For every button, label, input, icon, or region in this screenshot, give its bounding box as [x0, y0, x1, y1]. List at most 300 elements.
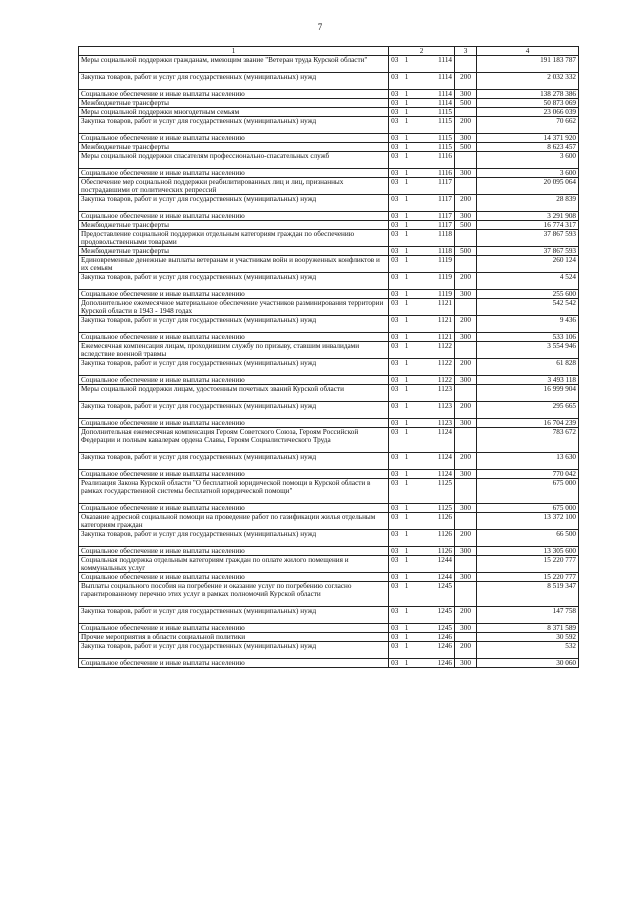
subsection-code: 1: [401, 556, 413, 573]
expense-type-code: 500: [455, 143, 477, 152]
row-name: Межбюджетные трансферты: [79, 247, 389, 256]
amount: 66 500: [477, 530, 579, 547]
article-code: 1117: [413, 212, 455, 221]
row-name: Закупка товаров, работ и услуг для государственных (муниципальных) нужд: [79, 402, 389, 419]
table-row: [79, 143, 579, 152]
section-code: 03: [389, 56, 401, 73]
table-row: [79, 513, 579, 530]
article-code: 1116: [413, 169, 455, 178]
amount: 770 042: [477, 470, 579, 479]
expense-type-code: 200: [455, 316, 477, 333]
section-code: 03: [389, 359, 401, 376]
row-name: Прочие мероприятия в области социальной политики: [79, 633, 389, 642]
row-name: Закупка товаров, работ и услуг для государственных (муниципальных) нужд: [79, 530, 389, 547]
subsection-code: 1: [401, 479, 413, 504]
expense-type-code: [455, 556, 477, 573]
section-code: 03: [389, 134, 401, 143]
amount: 15 220 777: [477, 573, 579, 582]
expense-type-code: 200: [455, 642, 477, 659]
amount: 147 758: [477, 607, 579, 624]
table-row: [79, 316, 579, 333]
article-code: 1244: [413, 556, 455, 573]
article-code: 1123: [413, 419, 455, 428]
expense-type-code: 300: [455, 573, 477, 582]
table-row: [79, 342, 579, 359]
expense-type-code: [455, 479, 477, 504]
table-row: [79, 299, 579, 316]
row-name: Межбюджетные трансферты: [79, 221, 389, 230]
subsection-code: 1: [401, 178, 413, 195]
article-code: 1114: [413, 73, 455, 90]
article-code: 1114: [413, 56, 455, 73]
subsection-code: 1: [401, 359, 413, 376]
section-code: 03: [389, 428, 401, 453]
subsection-code: 1: [401, 247, 413, 256]
amount: 3 600: [477, 169, 579, 178]
subsection-code: 1: [401, 56, 413, 73]
section-code: 03: [389, 479, 401, 504]
section-code: 03: [389, 299, 401, 316]
amount: 14 371 920: [477, 134, 579, 143]
subsection-code: 1: [401, 402, 413, 419]
table-row: [79, 221, 579, 230]
expense-type-code: 200: [455, 402, 477, 419]
table-row: [79, 90, 579, 99]
row-name: Социальное обеспечение и иные выплаты населению: [79, 90, 389, 99]
table-row: [79, 195, 579, 212]
subsection-code: 1: [401, 419, 413, 428]
table-row: [79, 108, 579, 117]
section-code: 03: [389, 402, 401, 419]
subsection-code: 1: [401, 256, 413, 273]
table-row: [79, 273, 579, 290]
amount: 8 623 457: [477, 143, 579, 152]
article-code: 1245: [413, 607, 455, 624]
row-name: Выплаты социального пособия на погребение и оказание услуг по погребению согласно гарантированному перечню этих услуг в рамках полномочий Курской области: [79, 582, 389, 607]
table-row: [79, 530, 579, 547]
subsection-code: 1: [401, 299, 413, 316]
amount: 255 600: [477, 290, 579, 299]
amount: 260 124: [477, 256, 579, 273]
article-code: 1117: [413, 221, 455, 230]
amount: 16 774 317: [477, 221, 579, 230]
article-code: 1125: [413, 479, 455, 504]
expense-type-code: 500: [455, 99, 477, 108]
table-row: [79, 633, 579, 642]
table-row: [79, 479, 579, 504]
expense-type-code: 200: [455, 195, 477, 212]
row-name: Социальное обеспечение и иные выплаты населению: [79, 169, 389, 178]
table-row: [79, 428, 579, 453]
row-name: Закупка товаров, работ и услуг для государственных (муниципальных) нужд: [79, 117, 389, 134]
section-code: 03: [389, 419, 401, 428]
expense-type-code: 500: [455, 247, 477, 256]
row-name: Закупка товаров, работ и услуг для государственных (муниципальных) нужд: [79, 642, 389, 659]
subsection-code: 1: [401, 453, 413, 470]
article-code: 1119: [413, 290, 455, 299]
section-code: 03: [389, 247, 401, 256]
section-code: 03: [389, 624, 401, 633]
section-code: 03: [389, 152, 401, 169]
subsection-code: 1: [401, 290, 413, 299]
expense-type-code: 300: [455, 169, 477, 178]
subsection-code: 1: [401, 195, 413, 212]
section-code: 03: [389, 90, 401, 99]
table-row: [79, 230, 579, 247]
subsection-code: 1: [401, 90, 413, 99]
article-code: 1124: [413, 470, 455, 479]
article-code: 1126: [413, 513, 455, 530]
row-name: Ежемесячная компенсация лицам, проходившим службу по призыву, ставшим инвалидами вследствие военной травмы: [79, 342, 389, 359]
section-code: 03: [389, 230, 401, 247]
header-col-4: 4: [477, 47, 579, 56]
row-name: Закупка товаров, работ и услуг для государственных (муниципальных) нужд: [79, 359, 389, 376]
subsection-code: 1: [401, 470, 413, 479]
article-code: 1125: [413, 504, 455, 513]
row-name: Социальное обеспечение и иные выплаты населению: [79, 659, 389, 668]
expense-type-code: [455, 299, 477, 316]
expense-type-code: 300: [455, 90, 477, 99]
table-row: [79, 73, 579, 90]
table-row: [79, 256, 579, 273]
row-name: Закупка товаров, работ и услуг для государственных (муниципальных) нужд: [79, 453, 389, 470]
row-name: Социальное обеспечение и иные выплаты населению: [79, 419, 389, 428]
subsection-code: 1: [401, 642, 413, 659]
article-code: 1114: [413, 90, 455, 99]
article-code: 1122: [413, 376, 455, 385]
expense-type-code: 300: [455, 624, 477, 633]
amount: 13 305 600: [477, 547, 579, 556]
article-code: 1119: [413, 273, 455, 290]
section-code: 03: [389, 556, 401, 573]
amount: 532: [477, 642, 579, 659]
header-col-1: 1: [79, 47, 389, 56]
section-code: 03: [389, 659, 401, 668]
section-code: 03: [389, 504, 401, 513]
article-code: 1115: [413, 108, 455, 117]
header-row: [79, 47, 579, 56]
row-name: Межбюджетные трансферты: [79, 143, 389, 152]
subsection-code: 1: [401, 169, 413, 178]
subsection-code: 1: [401, 376, 413, 385]
row-name: Меры социальной поддержки многодетным семьям: [79, 108, 389, 117]
row-name: Социальное обеспечение и иные выплаты населению: [79, 376, 389, 385]
amount: 9 436: [477, 316, 579, 333]
article-code: 1246: [413, 642, 455, 659]
subsection-code: 1: [401, 530, 413, 547]
article-code: 1115: [413, 143, 455, 152]
table-row: [79, 376, 579, 385]
article-code: 1122: [413, 359, 455, 376]
section-code: 03: [389, 99, 401, 108]
amount: 3 493 118: [477, 376, 579, 385]
amount: 13 372 100: [477, 513, 579, 530]
expense-type-code: [455, 256, 477, 273]
section-code: 03: [389, 530, 401, 547]
article-code: 1124: [413, 428, 455, 453]
expense-type-code: 200: [455, 117, 477, 134]
section-code: 03: [389, 342, 401, 359]
amount: 138 278 386: [477, 90, 579, 99]
section-code: 03: [389, 143, 401, 152]
amount: 8 519 347: [477, 582, 579, 607]
subsection-code: 1: [401, 117, 413, 134]
amount: 783 672: [477, 428, 579, 453]
row-name: Дополнительная ежемесячная компенсация Героям Советского Союза, Героям Российской Федерации и полным кавалерам ордена Славы, Героям Социалистического Труда: [79, 428, 389, 453]
article-code: 1114: [413, 99, 455, 108]
amount: 13 630: [477, 453, 579, 470]
table-row: [79, 290, 579, 299]
row-name: Социальное обеспечение и иные выплаты населению: [79, 470, 389, 479]
section-code: 03: [389, 117, 401, 134]
subsection-code: 1: [401, 633, 413, 642]
section-code: 03: [389, 633, 401, 642]
table-row: [79, 573, 579, 582]
expense-type-code: [455, 428, 477, 453]
subsection-code: 1: [401, 143, 413, 152]
subsection-code: 1: [401, 108, 413, 117]
amount: 2 032 332: [477, 73, 579, 90]
amount: 16 704 239: [477, 419, 579, 428]
subsection-code: 1: [401, 504, 413, 513]
row-name: Социальное обеспечение и иные выплаты населению: [79, 134, 389, 143]
amount: 30 060: [477, 659, 579, 668]
amount: 30 592: [477, 633, 579, 642]
table-row: [79, 419, 579, 428]
amount: 16 999 904: [477, 385, 579, 402]
table-row: [79, 402, 579, 419]
section-code: 03: [389, 212, 401, 221]
subsection-code: 1: [401, 385, 413, 402]
article-code: 1121: [413, 333, 455, 342]
table-row: [79, 56, 579, 73]
amount: 37 867 593: [477, 230, 579, 247]
section-code: 03: [389, 273, 401, 290]
row-name: Закупка товаров, работ и услуг для государственных (муниципальных) нужд: [79, 195, 389, 212]
section-code: 03: [389, 316, 401, 333]
article-code: 1244: [413, 573, 455, 582]
row-name: Реализация Закона Курской области "О бесплатной юридической помощи в Курской области в рамках государственной системы бесплатной юридической помощи": [79, 479, 389, 504]
section-code: 03: [389, 573, 401, 582]
section-code: 03: [389, 607, 401, 624]
row-name: Закупка товаров, работ и услуг для государственных (муниципальных) нужд: [79, 316, 389, 333]
amount: 533 106: [477, 333, 579, 342]
page-number: 7: [317, 22, 323, 32]
subsection-code: 1: [401, 134, 413, 143]
article-code: 1115: [413, 134, 455, 143]
table-row: [79, 247, 579, 256]
subsection-code: 1: [401, 582, 413, 607]
row-name: Социальное обеспечение и иные выплаты населению: [79, 290, 389, 299]
expense-type-code: 300: [455, 376, 477, 385]
article-code: 1116: [413, 152, 455, 169]
expense-type-code: 300: [455, 333, 477, 342]
amount: 3 291 908: [477, 212, 579, 221]
article-code: 1115: [413, 117, 455, 134]
section-code: 03: [389, 582, 401, 607]
section-code: 03: [389, 169, 401, 178]
table-row: [79, 582, 579, 607]
row-name: Межбюджетные трансферты: [79, 99, 389, 108]
expense-type-code: [455, 342, 477, 359]
expense-type-code: [455, 152, 477, 169]
expense-type-code: 300: [455, 659, 477, 668]
section-code: 03: [389, 547, 401, 556]
amount: 23 066 039: [477, 108, 579, 117]
row-name: Социальное обеспечение и иные выплаты населению: [79, 333, 389, 342]
article-code: 1126: [413, 547, 455, 556]
expense-type-code: 200: [455, 359, 477, 376]
article-code: 1117: [413, 195, 455, 212]
row-name: Социальная поддержка отдельным категориям граждан по оплате жилого помещения и коммунальных услуг: [79, 556, 389, 573]
amount: 295 665: [477, 402, 579, 419]
expense-type-code: 500: [455, 221, 477, 230]
budget-table: [78, 46, 579, 668]
subsection-code: 1: [401, 212, 413, 221]
row-name: Меры социальной поддержки гражданам, имеющим звание "Ветеран труда Курской области": [79, 56, 389, 73]
expense-type-code: 200: [455, 453, 477, 470]
amount: 20 095 064: [477, 178, 579, 195]
article-code: 1245: [413, 624, 455, 633]
expense-type-code: 300: [455, 504, 477, 513]
table-row: [79, 333, 579, 342]
subsection-code: 1: [401, 624, 413, 633]
subsection-code: 1: [401, 99, 413, 108]
section-code: 03: [389, 385, 401, 402]
section-code: 03: [389, 376, 401, 385]
amount: 3 600: [477, 152, 579, 169]
table-row: [79, 99, 579, 108]
amount: 37 867 593: [477, 247, 579, 256]
expense-type-code: [455, 385, 477, 402]
article-code: 1121: [413, 299, 455, 316]
amount: 61 828: [477, 359, 579, 376]
row-name: Дополнительное ежемесячное материальное обеспечение участников разминирования территории Курской области в 1943 - 1948 годах: [79, 299, 389, 316]
expense-type-code: [455, 582, 477, 607]
row-name: Закупка товаров, работ и услуг для государственных (муниципальных) нужд: [79, 273, 389, 290]
expense-type-code: [455, 178, 477, 195]
header-col-3: 3: [455, 47, 477, 56]
article-code: 1246: [413, 659, 455, 668]
article-code: 1117: [413, 178, 455, 195]
expense-type-code: [455, 56, 477, 73]
amount: 542 542: [477, 299, 579, 316]
expense-type-code: 200: [455, 73, 477, 90]
section-code: 03: [389, 333, 401, 342]
subsection-code: 1: [401, 73, 413, 90]
amount: 4 524: [477, 273, 579, 290]
table-row: [79, 178, 579, 195]
expense-type-code: 300: [455, 419, 477, 428]
row-name: Оказание адресной социальной помощи на проведение работ по газификации жилья отдельным категориям граждан: [79, 513, 389, 530]
section-code: 03: [389, 453, 401, 470]
subsection-code: 1: [401, 547, 413, 556]
table-row: [79, 659, 579, 668]
table-row: [79, 607, 579, 624]
expense-type-code: 200: [455, 530, 477, 547]
subsection-code: 1: [401, 152, 413, 169]
article-code: 1121: [413, 316, 455, 333]
expense-type-code: 200: [455, 607, 477, 624]
table-row: [79, 556, 579, 573]
header-col-2: 2: [389, 47, 455, 56]
table-row: [79, 169, 579, 178]
table-row: [79, 504, 579, 513]
table-row: [79, 212, 579, 221]
table-row: [79, 359, 579, 376]
table-row: [79, 134, 579, 143]
article-code: 1119: [413, 256, 455, 273]
expense-type-code: 300: [455, 290, 477, 299]
article-code: 1123: [413, 385, 455, 402]
row-name: Меры социальной поддержки лицам, удостоенным почетных званий Курской области: [79, 385, 389, 402]
row-name: Обеспечение мер социальной поддержки реабилитированных лиц и лиц, признанных пострадавшими от политических репрессий: [79, 178, 389, 195]
row-name: Предоставление социальной поддержки отдельным категориям граждан по обеспечению продовольственными товарами: [79, 230, 389, 247]
expense-type-code: [455, 633, 477, 642]
subsection-code: 1: [401, 428, 413, 453]
table-row: [79, 642, 579, 659]
row-name: Закупка товаров, работ и услуг для государственных (муниципальных) нужд: [79, 607, 389, 624]
subsection-code: 1: [401, 273, 413, 290]
section-code: 03: [389, 256, 401, 273]
section-code: 03: [389, 73, 401, 90]
section-code: 03: [389, 178, 401, 195]
table-row: [79, 624, 579, 633]
expense-type-code: 300: [455, 470, 477, 479]
article-code: 1123: [413, 402, 455, 419]
article-code: 1118: [413, 247, 455, 256]
article-code: 1126: [413, 530, 455, 547]
subsection-code: 1: [401, 342, 413, 359]
expense-type-code: 300: [455, 547, 477, 556]
article-code: 1118: [413, 230, 455, 247]
subsection-code: 1: [401, 607, 413, 624]
row-name: Социальное обеспечение и иные выплаты населению: [79, 573, 389, 582]
amount: 191 183 787: [477, 56, 579, 73]
table-row: [79, 385, 579, 402]
amount: 675 000: [477, 479, 579, 504]
section-code: 03: [389, 221, 401, 230]
expense-type-code: 200: [455, 273, 477, 290]
row-name: Единовременные денежные выплаты ветеранам и участникам войн и вооруженных конфликтов и их семьям: [79, 256, 389, 273]
row-name: Закупка товаров, работ и услуг для государственных (муниципальных) нужд: [79, 73, 389, 90]
expense-type-code: [455, 513, 477, 530]
amount: 3 554 946: [477, 342, 579, 359]
amount: 50 873 069: [477, 99, 579, 108]
article-code: 1246: [413, 633, 455, 642]
amount: 15 220 777: [477, 556, 579, 573]
table-row: [79, 547, 579, 556]
subsection-code: 1: [401, 659, 413, 668]
subsection-code: 1: [401, 316, 413, 333]
row-name: Социальное обеспечение и иные выплаты населению: [79, 504, 389, 513]
section-code: 03: [389, 195, 401, 212]
section-code: 03: [389, 108, 401, 117]
article-code: 1122: [413, 342, 455, 359]
article-code: 1245: [413, 582, 455, 607]
section-code: 03: [389, 470, 401, 479]
subsection-code: 1: [401, 513, 413, 530]
row-name: Социальное обеспечение и иные выплаты населению: [79, 212, 389, 221]
section-code: 03: [389, 642, 401, 659]
section-code: 03: [389, 513, 401, 530]
amount: 8 371 589: [477, 624, 579, 633]
section-code: 03: [389, 290, 401, 299]
table-row: [79, 470, 579, 479]
article-code: 1124: [413, 453, 455, 470]
expense-type-code: [455, 108, 477, 117]
expense-type-code: [455, 230, 477, 247]
